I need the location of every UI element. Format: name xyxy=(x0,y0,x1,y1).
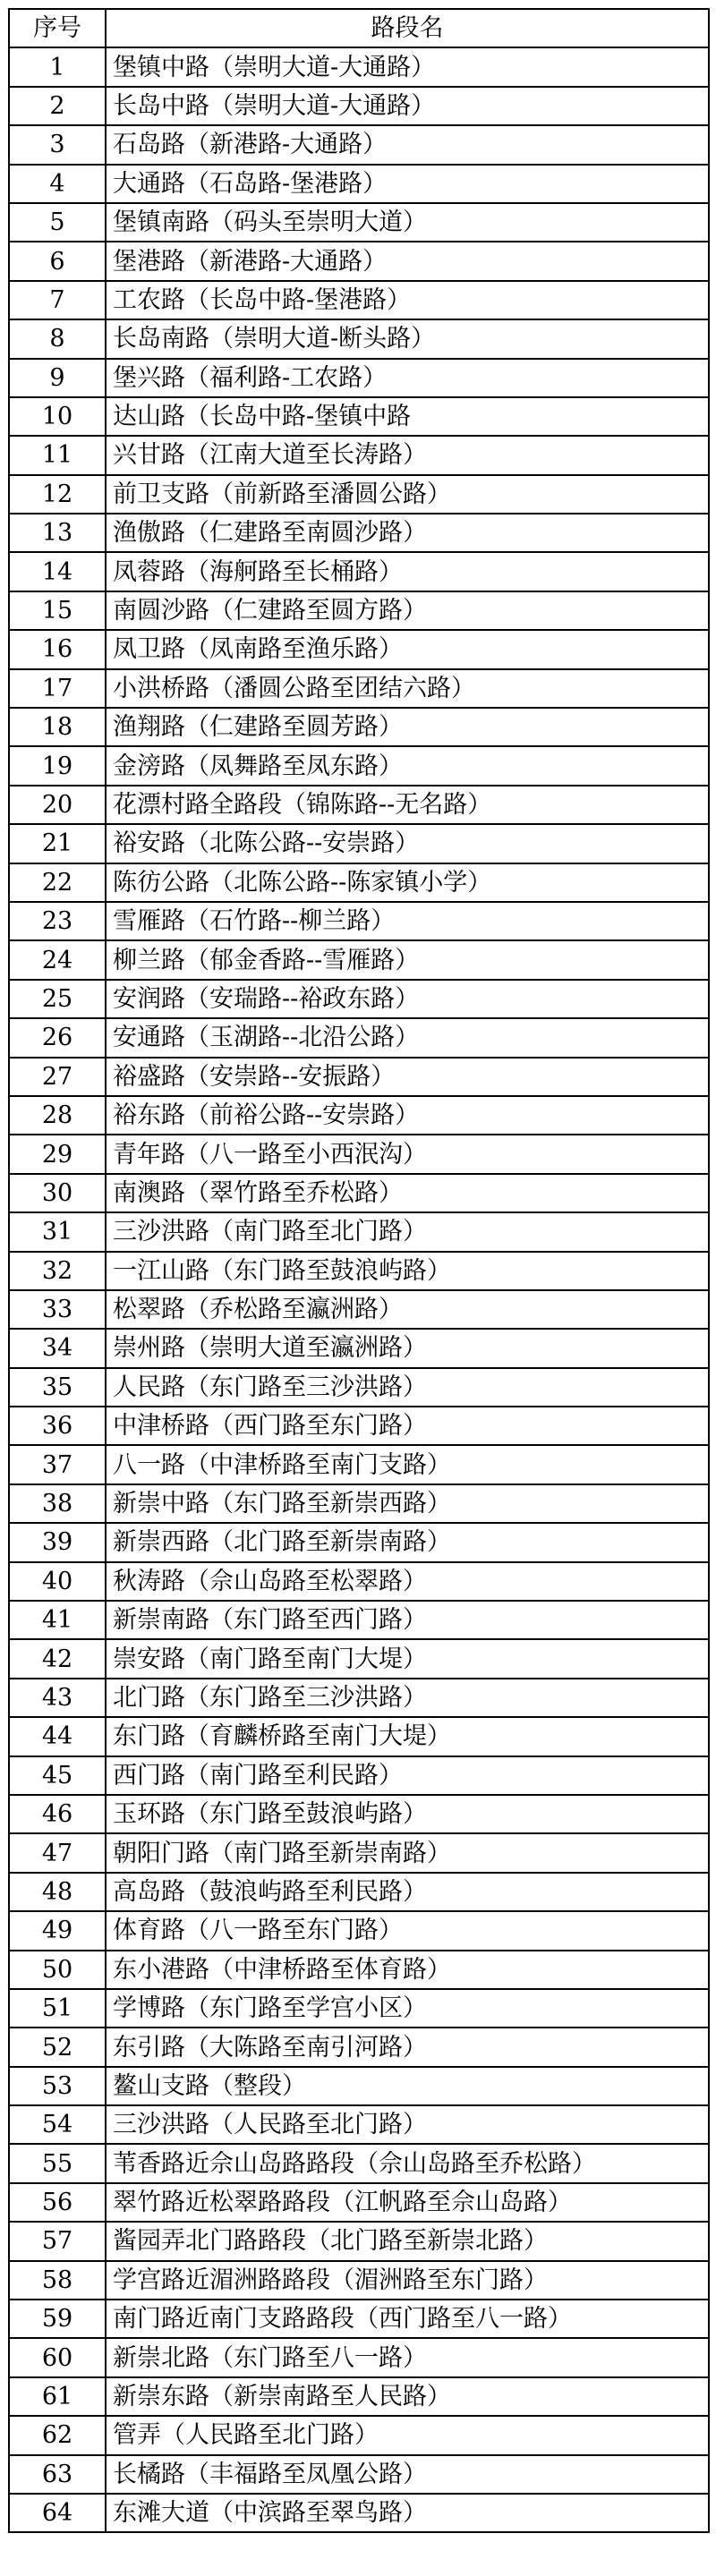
road-section-name: 柳兰路（郁金香路--雪雁路） xyxy=(106,940,709,979)
road-section-name: 新崇中路（东门路至新崇西路） xyxy=(106,1484,709,1523)
table-row xyxy=(9,1911,709,1950)
row-number: 22 xyxy=(9,863,106,902)
road-section-name: 八一路（中津桥路至南门支路） xyxy=(106,1445,709,1484)
row-number: 23 xyxy=(9,902,106,940)
table-row xyxy=(9,2067,709,2105)
table-row xyxy=(9,1756,709,1795)
table-row xyxy=(9,591,709,630)
row-number: 47 xyxy=(9,1833,106,1872)
header-row xyxy=(9,9,709,47)
table-row xyxy=(9,47,709,86)
row-number: 21 xyxy=(9,824,106,863)
table-body xyxy=(9,47,709,2532)
road-section-table xyxy=(8,8,710,2533)
table-row xyxy=(9,87,709,125)
road-section-name: 安润路（安瑞路--裕政东路） xyxy=(106,980,709,1018)
road-section-name: 雪雁路（石竹路--柳兰路） xyxy=(106,902,709,940)
row-number: 24 xyxy=(9,940,106,979)
row-number: 35 xyxy=(9,1368,106,1407)
table-row xyxy=(9,242,709,280)
table-row xyxy=(9,1833,709,1872)
row-number: 46 xyxy=(9,1795,106,1833)
table-row xyxy=(9,1523,709,1561)
road-section-name: 东滩大道（中滨路至翠鸟路） xyxy=(106,2494,709,2532)
row-number: 62 xyxy=(9,2416,106,2454)
road-section-name: 学宫路近湄洲路路段（湄洲路至东门路） xyxy=(106,2261,709,2300)
table-row xyxy=(9,2261,709,2300)
table-row xyxy=(9,1601,709,1639)
table-row xyxy=(9,552,709,591)
road-section-name: 管弄（人民路至北门路） xyxy=(106,2416,709,2454)
road-section-name: 石岛路（新港路-大通路） xyxy=(106,125,709,164)
road-section-name: 凤蓉路（海舸路至长桶路） xyxy=(106,552,709,591)
table-row xyxy=(9,1484,709,1523)
road-section-name: 堡港路（新港路-大通路） xyxy=(106,242,709,280)
table-row xyxy=(9,863,709,902)
road-section-name: 苇香路近佘山岛路路段（佘山岛路至乔松路） xyxy=(106,2144,709,2182)
road-section-name: 玉环路（东门路至鼓浪屿路） xyxy=(106,1795,709,1833)
row-number: 56 xyxy=(9,2183,106,2222)
road-section-name: 陈彷公路（北陈公路--陈家镇小学） xyxy=(106,863,709,902)
row-number: 19 xyxy=(9,746,106,785)
row-number: 45 xyxy=(9,1756,106,1795)
road-section-name: 东门路（育麟桥路至南门大堤） xyxy=(106,1717,709,1756)
row-number: 48 xyxy=(9,1873,106,1911)
road-section-name: 酱园弄北门路路段（北门路至新崇北路） xyxy=(106,2222,709,2260)
table-row xyxy=(9,1368,709,1407)
row-number: 49 xyxy=(9,1911,106,1950)
table-row xyxy=(9,2028,709,2066)
row-number: 44 xyxy=(9,1717,106,1756)
table-row xyxy=(9,1329,709,1367)
row-number: 27 xyxy=(9,1058,106,1096)
row-number: 43 xyxy=(9,1679,106,1717)
table-row xyxy=(9,1174,709,1212)
row-number: 40 xyxy=(9,1562,106,1601)
table-row xyxy=(9,2377,709,2416)
road-section-name: 南圆沙路（仁建路至圆方路） xyxy=(106,591,709,630)
road-section-name: 新崇北路（东门路至八一路） xyxy=(106,2338,709,2376)
table-row xyxy=(9,319,709,358)
row-number: 10 xyxy=(9,397,106,436)
row-number: 34 xyxy=(9,1329,106,1367)
row-number: 15 xyxy=(9,591,106,630)
table-row xyxy=(9,436,709,474)
road-section-name: 体育路（八一路至东门路） xyxy=(106,1911,709,1950)
road-section-name: 裕东路（前裕公路--安崇路） xyxy=(106,1096,709,1135)
row-number: 50 xyxy=(9,1951,106,1989)
road-section-name: 大通路（石岛路-堡港路） xyxy=(106,165,709,203)
row-number: 26 xyxy=(9,1018,106,1057)
table-row xyxy=(9,2105,709,2144)
row-number: 55 xyxy=(9,2144,106,2182)
table-row xyxy=(9,1679,709,1717)
road-section-name: 秋涛路（佘山岛路至松翠路） xyxy=(106,1562,709,1601)
road-section-name: 南澳路（翠竹路至乔松路） xyxy=(106,1174,709,1212)
road-section-name: 前卫支路（前新路至潘圆公路） xyxy=(106,475,709,514)
table-row xyxy=(9,1212,709,1251)
road-section-name: 长岛中路（崇明大道-大通路） xyxy=(106,87,709,125)
road-section-name: 人民路（东门路至三沙洪路） xyxy=(106,1368,709,1407)
row-number: 63 xyxy=(9,2455,106,2494)
row-number: 58 xyxy=(9,2261,106,2300)
header-road-section: 路段名 xyxy=(106,9,709,47)
table-row xyxy=(9,397,709,436)
row-number: 53 xyxy=(9,2067,106,2105)
row-number: 18 xyxy=(9,708,106,746)
row-number: 33 xyxy=(9,1290,106,1329)
table-row xyxy=(9,1290,709,1329)
road-section-name: 东引路（大陈路至南引河路） xyxy=(106,2028,709,2066)
road-section-name: 凤卫路（凤南路至渔乐路） xyxy=(106,630,709,668)
road-section-name: 工农路（长岛中路-堡港路） xyxy=(106,281,709,319)
table-row xyxy=(9,1018,709,1057)
row-number: 30 xyxy=(9,1174,106,1212)
table-row xyxy=(9,1873,709,1911)
table-row xyxy=(9,2144,709,2182)
row-number: 42 xyxy=(9,1639,106,1678)
row-number: 59 xyxy=(9,2300,106,2338)
row-number: 41 xyxy=(9,1601,106,1639)
road-section-name: 三沙洪路（南门路至北门路） xyxy=(106,1212,709,1251)
table-row xyxy=(9,2416,709,2454)
table-row xyxy=(9,2494,709,2532)
row-number: 52 xyxy=(9,2028,106,2066)
road-section-name: 青年路（八一路至小西泯沟） xyxy=(106,1135,709,1173)
row-number: 61 xyxy=(9,2377,106,2416)
road-section-name: 小洪桥路（潘圆公路至团结六路） xyxy=(106,669,709,708)
table-row xyxy=(9,475,709,514)
table-row xyxy=(9,165,709,203)
table-row xyxy=(9,1445,709,1484)
row-number: 7 xyxy=(9,281,106,319)
header-number: 序号 xyxy=(9,9,106,47)
table-row xyxy=(9,824,709,863)
row-number: 31 xyxy=(9,1212,106,1251)
table-row xyxy=(9,669,709,708)
row-number: 37 xyxy=(9,1445,106,1484)
row-number: 20 xyxy=(9,786,106,824)
row-number: 25 xyxy=(9,980,106,1018)
row-number: 12 xyxy=(9,475,106,514)
road-section-name: 朝阳门路（南门路至新崇南路） xyxy=(106,1833,709,1872)
row-number: 3 xyxy=(9,125,106,164)
row-number: 17 xyxy=(9,669,106,708)
road-section-name: 裕安路（北陈公路--安崇路） xyxy=(106,824,709,863)
table-row xyxy=(9,940,709,979)
row-number: 2 xyxy=(9,87,106,125)
row-number: 29 xyxy=(9,1135,106,1173)
road-section-name: 渔傲路（仁建路至南圆沙路） xyxy=(106,514,709,552)
row-number: 4 xyxy=(9,165,106,203)
row-number: 1 xyxy=(9,47,106,86)
table-row xyxy=(9,2222,709,2260)
road-section-name: 长岛南路（崇明大道-断头路） xyxy=(106,319,709,358)
road-section-name: 中津桥路（西门路至东门路） xyxy=(106,1407,709,1445)
table-row xyxy=(9,1717,709,1756)
road-section-name: 裕盛路（安崇路--安振路） xyxy=(106,1058,709,1096)
row-number: 38 xyxy=(9,1484,106,1523)
table-header xyxy=(9,9,709,47)
row-number: 39 xyxy=(9,1523,106,1561)
table-row xyxy=(9,902,709,940)
road-section-name: 翠竹路近松翠路路段（江帆路至佘山岛路） xyxy=(106,2183,709,2222)
road-section-name: 松翠路（乔松路至瀛洲路） xyxy=(106,1290,709,1329)
road-section-name: 崇安路（南门路至南门大堤） xyxy=(106,1639,709,1678)
row-number: 16 xyxy=(9,630,106,668)
row-number: 32 xyxy=(9,1252,106,1290)
table-row xyxy=(9,746,709,785)
road-section-name: 新崇东路（新崇南路至人民路） xyxy=(106,2377,709,2416)
road-section-name: 金滂路（凤舞路至凤东路） xyxy=(106,746,709,785)
row-number: 9 xyxy=(9,359,106,397)
row-number: 64 xyxy=(9,2494,106,2532)
table-row xyxy=(9,2338,709,2376)
road-section-name: 兴甘路（江南大道至长涛路） xyxy=(106,436,709,474)
table-row xyxy=(9,2300,709,2338)
row-number: 6 xyxy=(9,242,106,280)
road-section-name: 堡镇中路（崇明大道-大通路） xyxy=(106,47,709,86)
road-section-name: 新崇南路（东门路至西门路） xyxy=(106,1601,709,1639)
table-row xyxy=(9,1135,709,1173)
row-number: 5 xyxy=(9,203,106,242)
road-section-name: 东小港路（中津桥路至体育路） xyxy=(106,1951,709,1989)
row-number: 14 xyxy=(9,552,106,591)
table-row xyxy=(9,708,709,746)
table-row xyxy=(9,1951,709,1989)
road-section-name: 三沙洪路（人民路至北门路） xyxy=(106,2105,709,2144)
row-number: 36 xyxy=(9,1407,106,1445)
row-number: 13 xyxy=(9,514,106,552)
table-row xyxy=(9,1795,709,1833)
road-section-name: 堡镇南路（码头至崇明大道） xyxy=(106,203,709,242)
table-row xyxy=(9,281,709,319)
table-row xyxy=(9,2455,709,2494)
row-number: 57 xyxy=(9,2222,106,2260)
road-section-name: 崇州路（崇明大道至瀛洲路） xyxy=(106,1329,709,1367)
road-section-name: 一江山路（东门路至鼓浪屿路） xyxy=(106,1252,709,1290)
row-number: 28 xyxy=(9,1096,106,1135)
table-row xyxy=(9,1096,709,1135)
road-section-name: 学博路（东门路至学宫小区） xyxy=(106,1989,709,2028)
table-row xyxy=(9,359,709,397)
table-row xyxy=(9,630,709,668)
road-section-name: 达山路（长岛中路-堡镇中路 xyxy=(106,397,709,436)
table-row xyxy=(9,1562,709,1601)
table-row xyxy=(9,1989,709,2028)
table-row xyxy=(9,514,709,552)
table-row xyxy=(9,980,709,1018)
table-row xyxy=(9,786,709,824)
row-number: 60 xyxy=(9,2338,106,2376)
road-section-name: 花漂村路全路段（锦陈路--无名路） xyxy=(106,786,709,824)
table-row xyxy=(9,125,709,164)
road-section-name: 鳌山支路（整段） xyxy=(106,2067,709,2105)
row-number: 8 xyxy=(9,319,106,358)
row-number: 51 xyxy=(9,1989,106,2028)
table-row xyxy=(9,1252,709,1290)
table-row xyxy=(9,2183,709,2222)
road-section-name: 长橘路（丰福路至凤凰公路） xyxy=(106,2455,709,2494)
road-section-name: 安通路（玉湖路--北沿公路） xyxy=(106,1018,709,1057)
row-number: 11 xyxy=(9,436,106,474)
road-section-name: 北门路（东门路至三沙洪路） xyxy=(106,1679,709,1717)
road-section-name: 南门路近南门支路路段（西门路至八一路） xyxy=(106,2300,709,2338)
road-section-name: 高岛路（鼓浪屿路至利民路） xyxy=(106,1873,709,1911)
table-row xyxy=(9,1058,709,1096)
road-section-name: 西门路（南门路至利民路） xyxy=(106,1756,709,1795)
road-section-name: 新崇西路（北门路至新崇南路） xyxy=(106,1523,709,1561)
road-section-name: 渔翔路（仁建路至圆芳路） xyxy=(106,708,709,746)
row-number: 54 xyxy=(9,2105,106,2144)
road-section-name: 堡兴路（福利路-工农路） xyxy=(106,359,709,397)
table-row xyxy=(9,203,709,242)
table-row xyxy=(9,1407,709,1445)
table-row xyxy=(9,1639,709,1678)
